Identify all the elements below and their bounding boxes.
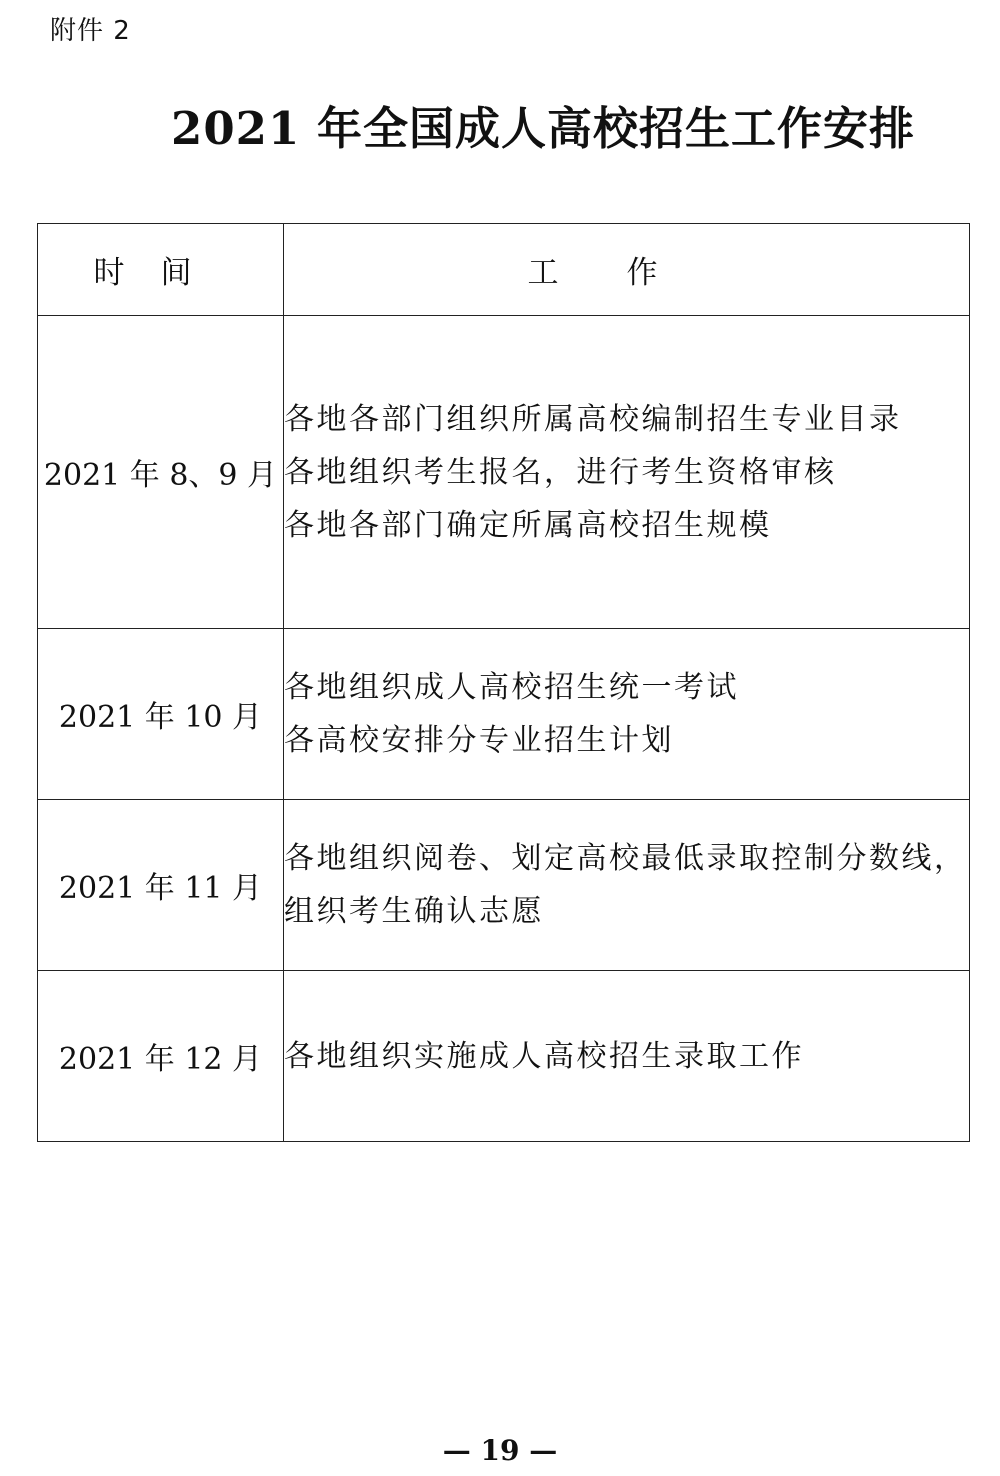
table-row (38, 800, 970, 971)
work-cell (284, 800, 970, 971)
attachment-label: 附件 2 (50, 16, 131, 46)
time-cell: 2021 年 8、9 月 (38, 316, 284, 629)
work-item: 组织考生确认志愿 (284, 894, 544, 929)
work-item: 各地组织实施成人高校招生录取工作 (284, 1038, 804, 1074)
table-header-row (38, 224, 970, 316)
table-row (38, 971, 970, 1142)
time-cell: 2021 年 12 月 (38, 971, 284, 1142)
table-row (38, 316, 970, 629)
table-row (38, 629, 970, 800)
work-item: 各地组织阅卷、划定高校最低录取控制分数线， (284, 841, 967, 876)
work-item: 各地组织考生报名，进行考生资格审核 (284, 454, 837, 490)
header-time: 时间 (38, 224, 284, 316)
work-item: 各地各部门组织所属高校编制招生专业目录 (284, 401, 902, 437)
work-item: 各高校安排分专业招生计划 (284, 723, 674, 758)
header-work: 工作 (284, 224, 970, 316)
page-title: 2021 年全国成人高校招生工作安排 (171, 102, 915, 155)
work-cell (284, 629, 970, 800)
time-cell: 2021 年 11 月 (38, 800, 284, 971)
work-cell (284, 316, 970, 629)
work-item: 各地各部门确定所属高校招生规模 (284, 507, 772, 543)
schedule-table (37, 223, 970, 1142)
page-number: — 19 — (442, 1434, 558, 1467)
work-cell (284, 971, 970, 1142)
time-cell: 2021 年 10 月 (38, 629, 284, 800)
work-item: 各地组织成人高校招生统一考试 (284, 670, 739, 705)
